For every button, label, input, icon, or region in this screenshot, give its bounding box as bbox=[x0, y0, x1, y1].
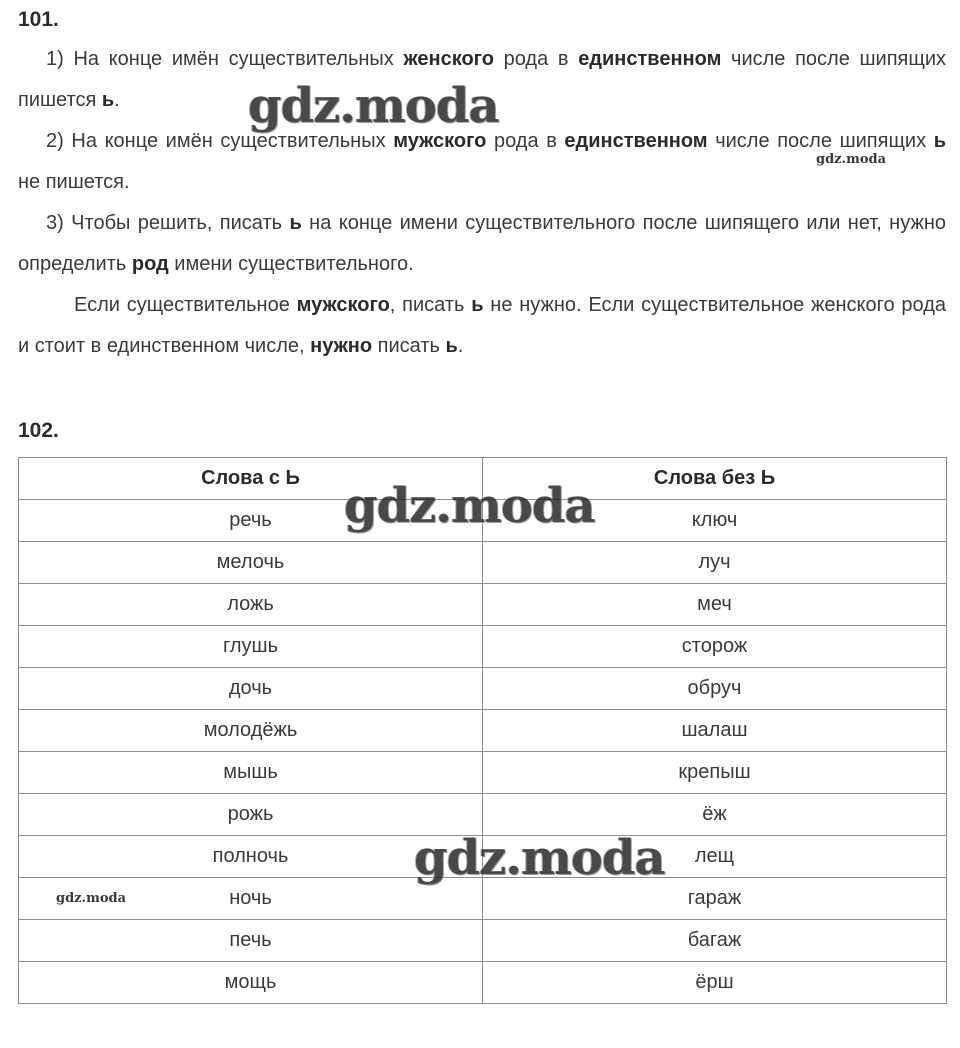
watermark-small: gdz.moda bbox=[56, 891, 127, 906]
word-with-soft-sign: речь bbox=[19, 500, 483, 542]
word-with-soft-sign: печь bbox=[19, 920, 483, 962]
word-with-soft-sign: мышь bbox=[19, 752, 483, 794]
task-102-number: 102. bbox=[18, 419, 59, 442]
word-with-soft-sign: дочь bbox=[19, 668, 483, 710]
words-table bbox=[18, 457, 947, 1004]
watermark-large: gdz.moda bbox=[344, 478, 595, 534]
table-row bbox=[19, 710, 947, 752]
task-101-paragraph-4: Если существительное мужского, писать ь не нужно. Если существительное женского рода и стоит в единственном числе, нужно писать ь. bbox=[18, 294, 946, 357]
word-without-soft-sign: гараж bbox=[483, 878, 947, 920]
word-without-soft-sign: лещ bbox=[483, 836, 947, 878]
word-without-soft-sign: крепыш bbox=[483, 752, 947, 794]
header-without-soft-sign: Слова без Ь bbox=[483, 458, 947, 500]
word-without-soft-sign: обруч bbox=[483, 668, 947, 710]
word-without-soft-sign: ёрш bbox=[483, 962, 947, 1004]
word-without-soft-sign: багаж bbox=[483, 920, 947, 962]
word-with-soft-sign: мелочь bbox=[19, 542, 483, 584]
table-row bbox=[19, 542, 947, 584]
word-with-soft-sign: мощь bbox=[19, 962, 483, 1004]
task-101-paragraph-3: 3) Чтобы решить, писать ь на конце имени существительного после шипящего или нет, нужно определить род имени существительного. bbox=[18, 212, 947, 275]
table-row bbox=[19, 962, 947, 1004]
watermark-large: gdz.moda bbox=[414, 830, 665, 886]
word-with-soft-sign: ложь bbox=[19, 584, 483, 626]
word-without-soft-sign: ключ bbox=[483, 500, 947, 542]
word-with-soft-sign: глушь bbox=[19, 626, 483, 668]
word-without-soft-sign: шалаш bbox=[483, 710, 947, 752]
table-row bbox=[19, 752, 947, 794]
word-with-soft-sign: ночь bbox=[19, 878, 483, 920]
word-without-soft-sign: луч bbox=[483, 542, 947, 584]
word-without-soft-sign: меч bbox=[483, 584, 947, 626]
task-101-number: 101. bbox=[18, 8, 59, 31]
watermark-small: gdz.moda bbox=[816, 152, 887, 167]
header-with-soft-sign: Слова с Ь bbox=[19, 458, 483, 500]
word-with-soft-sign: рожь bbox=[19, 794, 483, 836]
table-row bbox=[19, 920, 947, 962]
table-row bbox=[19, 626, 947, 668]
watermark-large: gdz.moda bbox=[248, 78, 499, 134]
table-row bbox=[19, 584, 947, 626]
word-with-soft-sign: полночь bbox=[19, 836, 483, 878]
task-101-paragraph-2: 2) На конце имён существительных мужского рода в единственном числе после шипящих ь не пишется. bbox=[18, 130, 946, 193]
word-without-soft-sign: сторож bbox=[483, 626, 947, 668]
table-row bbox=[19, 668, 947, 710]
word-with-soft-sign: молодёжь bbox=[19, 710, 483, 752]
task-101-paragraph-1: 1) На конце имён существительных женского рода в единственном числе после шипящих пишется ь. bbox=[18, 48, 946, 111]
word-without-soft-sign: ёж bbox=[483, 794, 947, 836]
